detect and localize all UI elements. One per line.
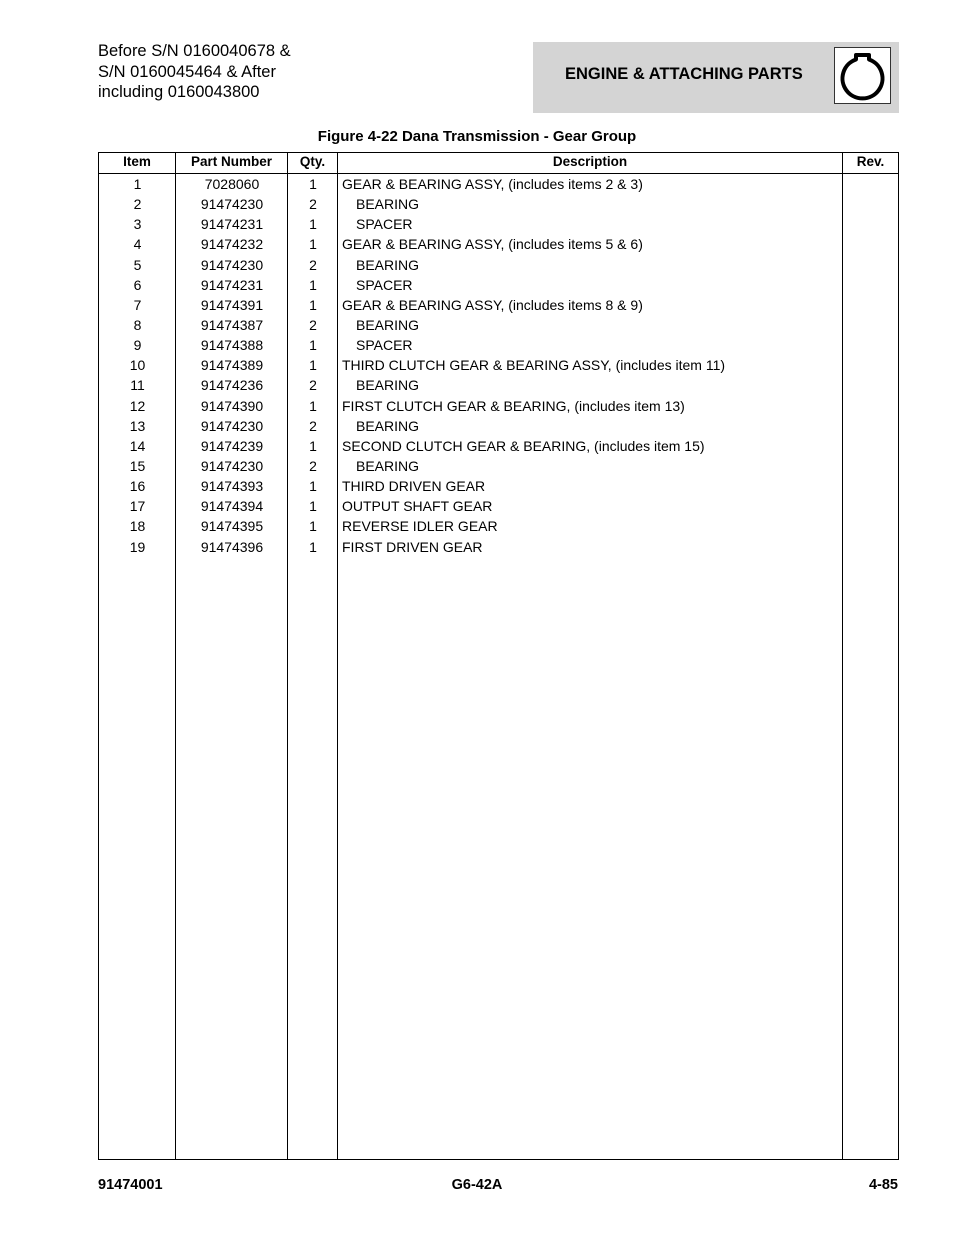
serial-line-1: Before S/N 0160040678 & bbox=[98, 42, 291, 60]
item-cell: 12 bbox=[129, 397, 146, 414]
table-row bbox=[99, 375, 898, 395]
description-cell: REVERSE IDLER GEAR bbox=[342, 518, 498, 535]
description-cell: GEAR & BEARING ASSY, (includes items 2 & 3) bbox=[342, 176, 643, 192]
qty-cell: 1 bbox=[309, 216, 317, 233]
footer-part-number: 91474001 bbox=[98, 1177, 163, 1193]
description-cell: BEARING bbox=[356, 316, 420, 333]
description-cell: GEAR & BEARING ASSY, (includes items 5 & 6) bbox=[342, 236, 643, 253]
qty-cell: 2 bbox=[309, 377, 317, 394]
table-row bbox=[99, 476, 898, 496]
part-number-cell: 91474236 bbox=[200, 377, 264, 394]
part-number-cell: 7028060 bbox=[204, 176, 260, 192]
table-row bbox=[99, 234, 898, 254]
qty-cell: 2 bbox=[309, 256, 317, 273]
part-number-cell: 91474230 bbox=[200, 256, 264, 273]
description-cell: THIRD CLUTCH GEAR & BEARING ASSY, (includes item 11) bbox=[342, 357, 726, 374]
table-row bbox=[99, 516, 898, 536]
footer-page-number: 4-85 bbox=[868, 1177, 898, 1193]
table-row bbox=[99, 214, 898, 234]
table-row bbox=[99, 315, 898, 335]
part-number-cell: 91474230 bbox=[200, 196, 264, 213]
item-cell: 10 bbox=[129, 357, 146, 374]
part-number-cell: 91474395 bbox=[200, 518, 264, 535]
item-cell: 19 bbox=[129, 538, 146, 555]
section-title: ENGINE & ATTACHING PARTS bbox=[565, 65, 803, 83]
table-row bbox=[99, 194, 898, 214]
footer-model: G6-42A bbox=[451, 1177, 503, 1193]
description-cell: SPACER bbox=[356, 337, 413, 354]
description-cell: BEARING bbox=[356, 256, 420, 273]
table-row bbox=[99, 275, 898, 295]
table-row bbox=[99, 355, 898, 375]
table-row bbox=[99, 174, 898, 194]
qty-cell: 1 bbox=[309, 236, 317, 253]
description-cell: FIRST DRIVEN GEAR bbox=[342, 538, 483, 555]
table-row bbox=[99, 335, 898, 355]
part-number-cell: 91474230 bbox=[200, 457, 264, 474]
description-cell: BEARING bbox=[356, 457, 420, 474]
description-cell: BEARING bbox=[356, 196, 420, 213]
column-header-part-number: Part Number bbox=[190, 154, 273, 169]
part-number-cell: 91474389 bbox=[200, 357, 264, 374]
item-cell: 5 bbox=[133, 256, 142, 273]
item-cell: 15 bbox=[129, 457, 146, 474]
description-cell: FIRST CLUTCH GEAR & BEARING, (includes item 13) bbox=[342, 397, 685, 414]
qty-cell: 2 bbox=[309, 417, 317, 434]
part-number-cell: 91474391 bbox=[200, 296, 264, 313]
description-cell: SECOND CLUTCH GEAR & BEARING, (includes item 15) bbox=[342, 437, 705, 454]
item-cell: 2 bbox=[133, 196, 142, 213]
description-cell: GEAR & BEARING ASSY, (includes items 8 & 9) bbox=[342, 296, 643, 313]
qty-cell: 1 bbox=[309, 437, 317, 454]
figure-title: Figure 4-22 Dana Transmission - Gear Group bbox=[317, 128, 637, 145]
description-cell: BEARING bbox=[356, 377, 420, 394]
item-cell: 1 bbox=[133, 176, 142, 192]
part-number-cell: 91474393 bbox=[200, 478, 264, 495]
qty-cell: 1 bbox=[309, 478, 317, 495]
serial-line-3: including 0160043800 bbox=[98, 83, 260, 101]
column-header-rev: Rev. bbox=[856, 154, 885, 169]
description-cell: SPACER bbox=[356, 276, 413, 293]
column-header-item: Item bbox=[123, 154, 151, 169]
part-number-cell: 91474390 bbox=[200, 397, 264, 414]
description-cell: SPACER bbox=[356, 216, 413, 233]
description-cell: BEARING bbox=[356, 417, 420, 434]
item-cell: 8 bbox=[133, 316, 142, 333]
section-header bbox=[533, 42, 899, 113]
description-cell: OUTPUT SHAFT GEAR bbox=[342, 498, 493, 515]
part-number-cell: 91474232 bbox=[200, 236, 264, 253]
item-cell: 3 bbox=[133, 216, 142, 233]
qty-cell: 1 bbox=[309, 518, 317, 535]
part-number-cell: 91474388 bbox=[200, 337, 264, 354]
part-number-cell: 91474387 bbox=[200, 316, 264, 333]
column-header-description: Description bbox=[552, 154, 628, 169]
qty-cell: 1 bbox=[309, 337, 317, 354]
engine-icon bbox=[834, 47, 891, 104]
table-body bbox=[99, 174, 898, 557]
item-cell: 4 bbox=[133, 236, 142, 253]
item-cell: 9 bbox=[133, 337, 142, 354]
item-cell: 11 bbox=[130, 377, 145, 394]
qty-cell: 1 bbox=[309, 176, 317, 192]
item-cell: 14 bbox=[129, 437, 146, 454]
qty-cell: 1 bbox=[309, 538, 317, 555]
part-number-cell: 91474239 bbox=[200, 437, 264, 454]
description-cell: THIRD DRIVEN GEAR bbox=[342, 478, 486, 495]
item-cell: 6 bbox=[133, 276, 142, 293]
part-number-cell: 91474231 bbox=[200, 276, 264, 293]
part-number-cell: 91474396 bbox=[200, 538, 264, 555]
qty-cell: 1 bbox=[309, 357, 317, 374]
table-row bbox=[99, 416, 898, 436]
table-row bbox=[99, 456, 898, 476]
table-row bbox=[99, 496, 898, 516]
column-header-qty: Qty. bbox=[299, 154, 326, 169]
table-row bbox=[99, 396, 898, 416]
table-row bbox=[99, 537, 898, 557]
qty-cell: 2 bbox=[309, 316, 317, 333]
qty-cell: 2 bbox=[309, 196, 317, 213]
item-cell: 13 bbox=[129, 417, 146, 434]
item-cell: 7 bbox=[133, 296, 142, 313]
item-cell: 18 bbox=[129, 518, 146, 535]
table-row bbox=[99, 295, 898, 315]
serial-line-2: S/N 0160045464 & After bbox=[98, 62, 276, 81]
part-number-cell: 91474394 bbox=[200, 498, 264, 515]
table-row bbox=[99, 436, 898, 456]
part-number-cell: 91474231 bbox=[200, 216, 264, 233]
qty-cell: 1 bbox=[309, 276, 317, 293]
table-row bbox=[99, 255, 898, 275]
qty-cell: 1 bbox=[309, 296, 317, 313]
qty-cell: 1 bbox=[309, 397, 317, 414]
serial-number-note bbox=[98, 41, 291, 103]
qty-cell: 2 bbox=[309, 457, 317, 474]
parts-table bbox=[98, 152, 899, 1160]
item-cell: 16 bbox=[129, 478, 146, 495]
part-number-cell: 91474230 bbox=[200, 417, 264, 434]
qty-cell: 1 bbox=[309, 498, 317, 515]
item-cell: 17 bbox=[129, 498, 146, 515]
